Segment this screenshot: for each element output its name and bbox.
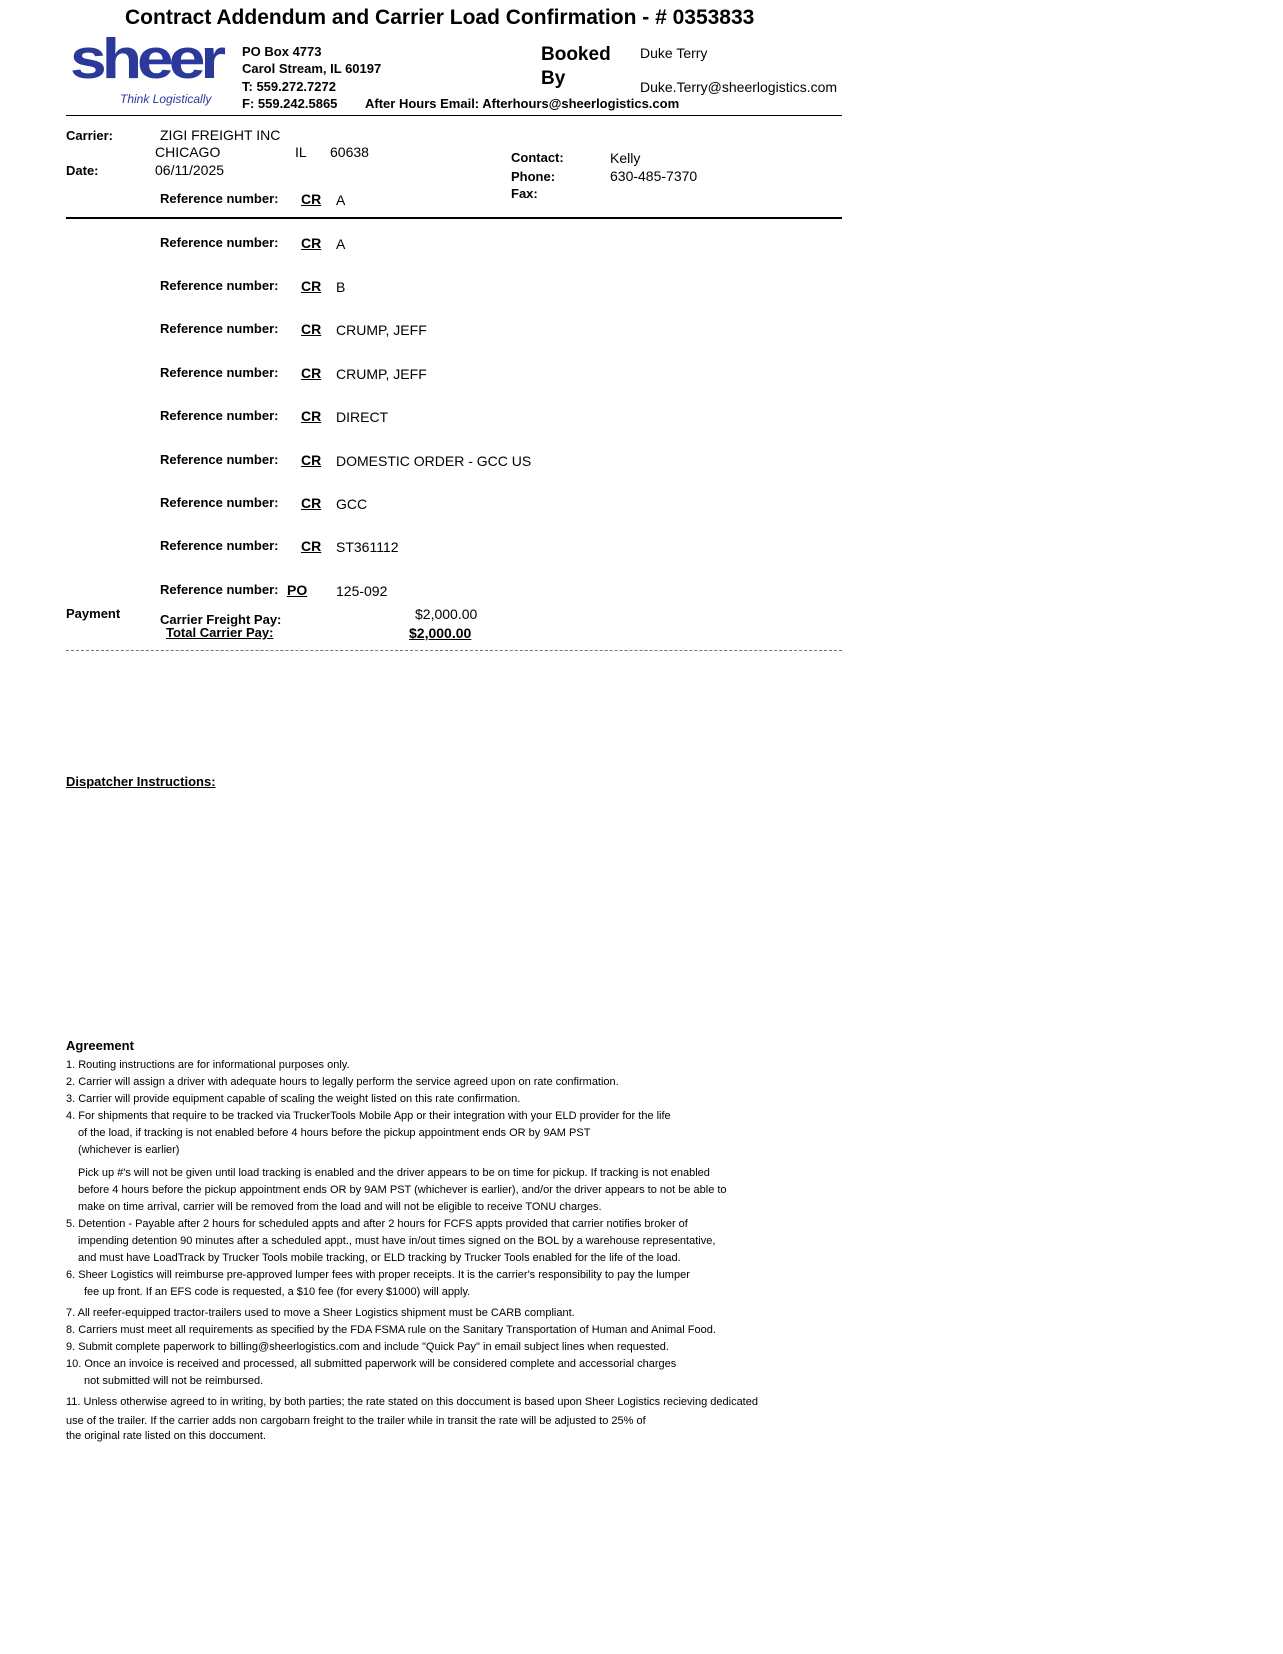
reference-label: Reference number: <box>160 321 279 336</box>
reference-value: 125-092 <box>336 583 388 599</box>
agreement-item <box>66 1108 846 1159</box>
reference-label: Reference number: <box>160 538 279 553</box>
agreement-line: 7. All reefer-equipped tractor-trailers used to move a Sheer Logistics shipment must be CARB compliant. <box>66 1307 575 1319</box>
agreement-line: the original rate listed on this doccument. <box>66 1430 266 1442</box>
carrier-state: IL <box>295 144 307 160</box>
agreement-line: 1. Routing instructions are for informational purposes only. <box>66 1059 350 1071</box>
reference-code: CR <box>301 235 322 251</box>
reference-code: CR <box>301 408 322 424</box>
reference-label: Reference number: <box>160 235 279 250</box>
agreement-line: not submitted will not be reimbursed. <box>84 1375 264 1387</box>
agreement-item <box>66 1339 846 1356</box>
payment-label: Payment <box>66 606 121 621</box>
date-value: 06/11/2025 <box>155 162 225 178</box>
address-line-1: PO Box 4773 <box>242 44 322 59</box>
carrier-divider <box>66 217 842 219</box>
agreement-line: make on time arrival, carrier will be removed from the load and will not be eligible to receive TONU charges. <box>78 1201 602 1213</box>
agreement-item <box>66 1267 846 1301</box>
agreement-line: Pick up #'s will not be given until load tracking is enabled and the driver appears to be on time for pickup. If tracking is not enabled <box>78 1167 710 1179</box>
agreement-item <box>66 1091 846 1108</box>
agreement-list <box>66 1057 846 1442</box>
agreement-line: 3. Carrier will provide equipment capable of scaling the weight listed on this rate confirmation. <box>66 1093 521 1105</box>
reference-value: GCC <box>336 496 368 512</box>
agreement-line: 2. Carrier will assign a driver with adequate hours to legally perform the service agreed upon on rate confirmation. <box>66 1076 619 1088</box>
reference-code: PO <box>287 582 308 598</box>
booked-by-email: Duke.Terry@sheerlogistics.com <box>640 79 838 95</box>
phone-value: 630-485-7370 <box>610 168 698 184</box>
total-carrier-pay-value: $2,000.00 <box>409 625 472 641</box>
office-phone: T: 559.272.7272 <box>242 79 336 94</box>
reference-code: CR <box>301 452 322 468</box>
agreement-line: 5. Detention - Payable after 2 hours for scheduled appts and after 2 hours for FCFS appts provided that carrier notifies broker of <box>66 1218 688 1230</box>
booked-by-label: By <box>541 68 566 89</box>
dispatcher-instructions-label: Dispatcher Instructions: <box>66 774 216 789</box>
reference-label: Reference number: <box>160 278 279 293</box>
agreement-item <box>66 1394 846 1442</box>
agreement-line: impending detention 90 minutes after a scheduled appt., must have in/out times signed on the BOL by a warehouse representative, <box>78 1235 716 1247</box>
carrier-freight-pay-value: $2,000.00 <box>415 606 478 622</box>
reference-value: DIRECT <box>336 409 389 425</box>
agreement-line: and must have LoadTrack by Trucker Tools mobile tracking, or ELD tracking by Trucker Tools enabled for the life of the load. <box>78 1252 681 1264</box>
after-hours-email: After Hours Email: Afterhours@sheerlogistics.com <box>365 96 680 111</box>
reference-code: CR <box>301 538 322 554</box>
agreement-line: 6. Sheer Logistics will reimburse pre-approved lumper fees with proper receipts. It is the carrier's responsibility to pay the lumper <box>66 1269 690 1281</box>
booked-by-name: Duke Terry <box>640 45 708 61</box>
carrier-label: Carrier: <box>66 128 113 143</box>
reference-label: Reference number: <box>160 452 279 467</box>
agreement-line: 8. Carriers must meet all requirements as specified by the FDA FSMA rule on the Sanitary Transportation of Human and Animal Food. <box>66 1324 716 1336</box>
total-carrier-pay-label: Total Carrier Pay: <box>166 625 274 640</box>
agreement-item <box>66 1322 846 1339</box>
reference-value: ST361112 <box>336 539 399 555</box>
contact-label: Contact: <box>511 150 564 165</box>
agreement-line: 11. Unless otherwise agreed to in writing, by both parties; the rate stated on this doccument is based upon Sheer Logistics recieving dedicated <box>66 1396 758 1408</box>
agreement-item <box>66 1216 846 1267</box>
contact-value: Kelly <box>610 150 641 166</box>
page-title: Contract Addendum and Carrier Load Confirmation - # 0353833 <box>125 6 755 29</box>
reference-label: Reference number: <box>160 365 279 380</box>
reference-code: CR <box>301 278 322 294</box>
agreement-line: before 4 hours before the pickup appointment ends OR by 9AM PST (whichever is earlier), and/or the driver appears to not be able to <box>78 1184 727 1196</box>
agreement-line: 10. Once an invoice is received and processed, all submitted paperwork will be considered complete and accessorial charges <box>66 1358 677 1370</box>
reference-value: CRUMP, JEFF <box>336 322 427 338</box>
reference-value: A <box>336 236 346 252</box>
reference-code: CR <box>301 321 322 337</box>
reference-code: CR <box>301 191 322 207</box>
booked-label: Booked <box>541 44 611 65</box>
phone-label: Phone: <box>511 169 556 184</box>
header-divider <box>66 115 842 116</box>
reference-label: Reference number: <box>160 495 279 510</box>
agreement-heading: Agreement <box>66 1038 134 1053</box>
reference-code: CR <box>301 365 322 381</box>
payment-divider <box>66 650 842 651</box>
reference-value: CRUMP, JEFF <box>336 366 427 382</box>
sheer-logo: sheer <box>70 26 222 90</box>
agreement-line: (whichever is earlier) <box>78 1144 180 1156</box>
carrier-name: ZIGI FREIGHT INC <box>160 127 281 143</box>
reference-value: B <box>336 279 346 295</box>
office-fax: F: 559.242.5865 <box>242 96 338 111</box>
agreement-line: 4. For shipments that require to be tracked via TruckerTools Mobile App or their integration with your ELD provider for the life <box>66 1110 671 1122</box>
agreement-item <box>66 1305 846 1322</box>
date-label: Date: <box>66 163 99 178</box>
agreement-item <box>66 1356 846 1390</box>
carrier-zip: 60638 <box>330 144 369 160</box>
reference-label: Reference number: <box>160 582 279 597</box>
fax-label: Fax: <box>511 186 538 201</box>
agreement-line: 9. Submit complete paperwork to billing@sheerlogistics.com and include "Quick Pay" in email subject lines when requested. <box>66 1341 669 1353</box>
reference-value: DOMESTIC ORDER - GCC US <box>336 453 532 469</box>
agreement-line: use of the trailer. If the carrier adds non cargobarn freight to the trailer while in transit the rate will be adjusted to 25% of <box>66 1415 646 1427</box>
reference-code: CR <box>301 495 322 511</box>
carrier-freight-pay-label: Carrier Freight Pay: <box>160 612 282 627</box>
agreement-line: fee up front. If an EFS code is requested, a $10 fee (for every $1000) will apply. <box>84 1286 471 1298</box>
reference-value: A <box>336 192 346 208</box>
carrier-city: CHICAGO <box>155 144 221 160</box>
logo-tagline: Think Logistically <box>120 92 212 106</box>
address-line-2: Carol Stream, IL 60197 <box>242 61 382 76</box>
agreement-item <box>66 1057 846 1074</box>
reference-label: Reference number: <box>160 191 279 206</box>
agreement-line: of the load, if tracking is not enabled before 4 hours before the pickup appointment ends OR by 9AM PST <box>78 1127 591 1139</box>
agreement-item <box>66 1074 846 1091</box>
reference-label: Reference number: <box>160 408 279 423</box>
agreement-item <box>66 1165 846 1216</box>
